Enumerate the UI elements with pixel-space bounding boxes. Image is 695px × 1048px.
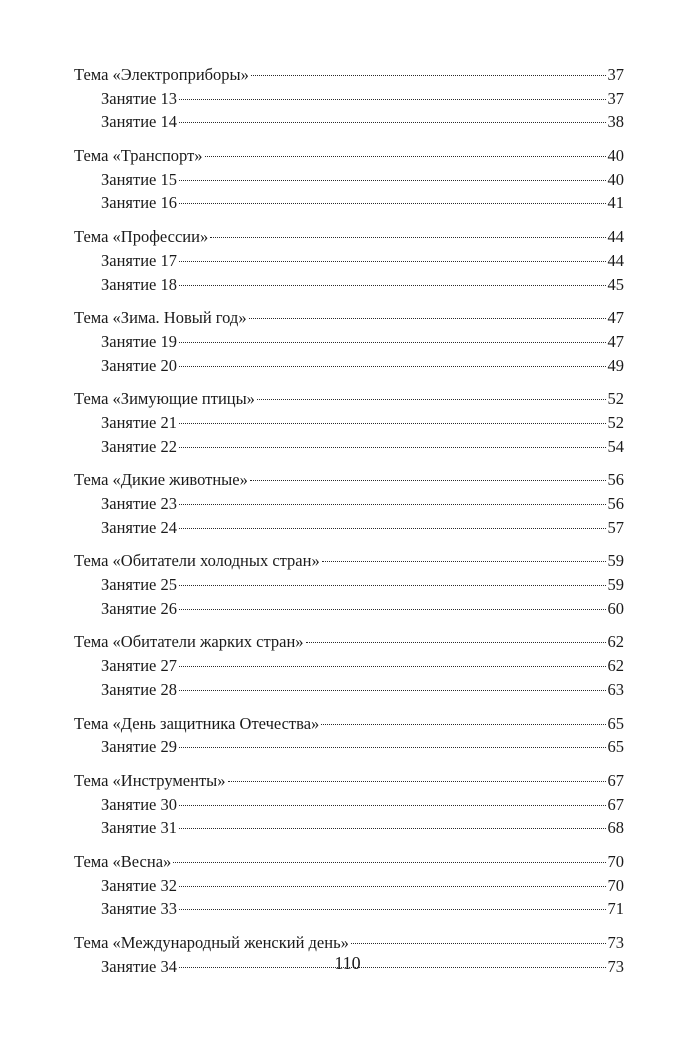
toc-lesson-page-number: 70 [607,875,624,895]
toc-lesson-title: Занятие 13 [101,88,177,108]
toc-lesson [74,897,624,921]
toc-lesson-title: Занятие 14 [101,112,177,132]
toc-lesson-title: Занятие 15 [101,169,177,189]
toc-lesson [74,516,624,540]
toc-lesson-page-number: 59 [607,575,624,595]
toc-lesson-title: Занятие 20 [101,355,177,375]
dot-leader [250,480,606,481]
dot-leader [306,642,606,643]
dot-leader [179,180,606,181]
toc-topic-block [74,225,624,296]
toc-lesson [74,411,624,435]
toc-topic-page-number: 59 [607,551,624,571]
toc-lesson-page-number: 63 [607,679,624,699]
toc-lesson [74,678,624,702]
toc-lesson [74,654,624,678]
toc-topic-page-number: 40 [607,146,624,166]
toc-lesson-page-number: 49 [607,355,624,375]
table-of-contents [74,63,624,988]
toc-lesson-page-number: 65 [607,737,624,757]
toc-lesson-page-number: 57 [607,517,624,537]
toc-topic-block [74,387,624,458]
toc-lesson-title: Занятие 32 [101,875,177,895]
toc-topic-block [74,630,624,701]
toc-topic-block [74,712,624,759]
toc-topic-title: Тема «Профессии» [74,227,209,247]
toc-lesson [74,249,624,273]
toc-lesson [74,492,624,516]
toc-lesson-page-number: 71 [607,899,624,919]
toc-topic [74,769,624,793]
toc-topic-page-number: 47 [607,308,624,328]
toc-lesson-page-number: 54 [607,436,624,456]
toc-topic [74,931,624,955]
dot-leader [179,828,606,829]
toc-topic [74,225,624,249]
dot-leader [179,285,606,286]
toc-lesson [74,191,624,215]
dot-leader [179,447,606,448]
dot-leader [179,609,606,610]
toc-topic-title: Тема «День защитника Отечества» [74,713,320,733]
toc-topic-block [74,144,624,215]
toc-lesson-page-number: 37 [607,88,624,108]
dot-leader [210,237,605,238]
toc-lesson-page-number: 68 [607,818,624,838]
toc-topic-title: Тема «Весна» [74,851,172,871]
toc-topic-title: Тема «Дикие животные» [74,470,248,490]
toc-lesson-title: Занятие 30 [101,794,177,814]
toc-lesson-page-number: 44 [607,250,624,270]
toc-lesson-page-number: 67 [607,794,624,814]
toc-lesson-page-number: 56 [607,494,624,513]
toc-lesson-page-number: 45 [607,274,624,294]
dot-leader [179,366,606,367]
toc-lesson [74,168,624,192]
toc-topic-block [74,769,624,840]
dot-leader [251,75,606,76]
toc-topic-page-number: 52 [607,389,624,409]
toc-topic [74,712,624,736]
toc-topic-title: Тема «Обитатели жарких стран» [74,632,304,652]
toc-topic-block [74,549,624,620]
toc-topic-page-number: 56 [607,470,624,490]
toc-topic [74,63,624,87]
toc-lesson-title: Занятие 27 [101,656,177,676]
toc-topic-page-number: 73 [607,933,624,952]
dot-leader [179,261,606,262]
toc-lesson-title: Занятие 29 [101,737,177,757]
toc-lesson [74,87,624,111]
toc-topic-page-number: 67 [607,770,624,790]
dot-leader [321,724,605,725]
dot-leader [179,203,606,204]
toc-lesson-page-number: 41 [607,193,624,213]
toc-lesson-title: Занятие 22 [101,436,177,456]
toc-lesson [74,354,624,378]
toc-lesson [74,273,624,297]
toc-topic [74,144,624,168]
dot-leader [257,399,606,400]
toc-topic-block [74,468,624,539]
toc-lesson-page-number: 40 [607,169,624,189]
toc-lesson-title: Занятие 31 [101,818,177,838]
toc-topic-title: Тема «Зима. Новый год» [74,308,247,328]
toc-lesson-page-number: 62 [607,656,624,676]
toc-topic-title: Тема «Зимующие птицы» [74,389,255,409]
dot-leader [179,99,606,100]
toc-topic [74,549,624,573]
toc-topic-page-number: 44 [607,227,624,247]
toc-topic-block [74,306,624,377]
dot-leader [179,666,606,667]
toc-lesson [74,816,624,840]
dot-leader [179,528,606,529]
toc-topic-title: Тема «Электроприборы» [74,65,249,84]
toc-lesson [74,735,624,759]
toc-topic-page-number: 62 [607,632,624,652]
toc-lesson-title: Занятие 33 [101,899,177,919]
dot-leader [179,122,606,123]
toc-lesson [74,330,624,354]
dot-leader [179,423,606,424]
toc-topic [74,468,624,492]
toc-lesson-title: Занятие 26 [101,598,177,618]
toc-lesson [74,435,624,459]
toc-topic [74,387,624,411]
toc-lesson-title: Занятие 18 [101,274,177,294]
toc-lesson-title: Занятие 23 [101,494,177,513]
dot-leader [179,585,606,586]
dot-leader [179,690,606,691]
toc-lesson-title: Занятие 28 [101,679,177,699]
toc-lesson-title: Занятие 19 [101,331,177,351]
toc-topic-block [74,850,624,921]
page-number: 110 [334,953,361,973]
toc-topic [74,850,624,874]
toc-lesson [74,874,624,898]
toc-lesson-page-number: 60 [607,598,624,618]
dot-leader [249,318,606,319]
dot-leader [322,561,606,562]
toc-topic-title: Тема «Обитатели холодных стран» [74,551,320,571]
toc-topic-page-number: 65 [607,713,624,733]
dot-leader [205,156,606,157]
toc-lesson [74,597,624,621]
toc-topic-page-number: 70 [607,851,624,871]
dot-leader [179,805,606,806]
toc-lesson-page-number: 38 [607,112,624,132]
dot-leader [179,747,606,748]
toc-lesson-title: Занятие 17 [101,250,177,270]
toc-lesson [74,110,624,134]
dot-leader [179,909,606,910]
toc-lesson [74,793,624,817]
toc-lesson-title: Занятие 16 [101,193,177,213]
toc-topic-title: Тема «Инструменты» [74,770,226,790]
dot-leader [179,886,606,887]
toc-topic-page-number: 37 [607,65,624,84]
toc-topic-block [74,63,624,134]
toc-topic-title: Тема «Международный женский день» [74,933,349,952]
toc-topic-title: Тема «Транспорт» [74,146,203,166]
dot-leader [173,862,605,863]
toc-topic [74,306,624,330]
toc-lesson-page-number: 73 [607,956,624,976]
toc-topic [74,630,624,654]
toc-lesson-page-number: 47 [607,331,624,351]
toc-lesson-title: Занятие 34 [101,956,177,976]
dot-leader [228,781,606,782]
toc-lesson-title: Занятие 21 [101,412,177,432]
toc-lesson-page-number: 52 [607,412,624,432]
toc-lesson-title: Занятие 24 [101,517,177,537]
dot-leader [179,504,606,505]
dot-leader [179,342,606,343]
dot-leader [351,943,606,944]
toc-lesson-title: Занятие 25 [101,575,177,595]
toc-lesson [74,573,624,597]
